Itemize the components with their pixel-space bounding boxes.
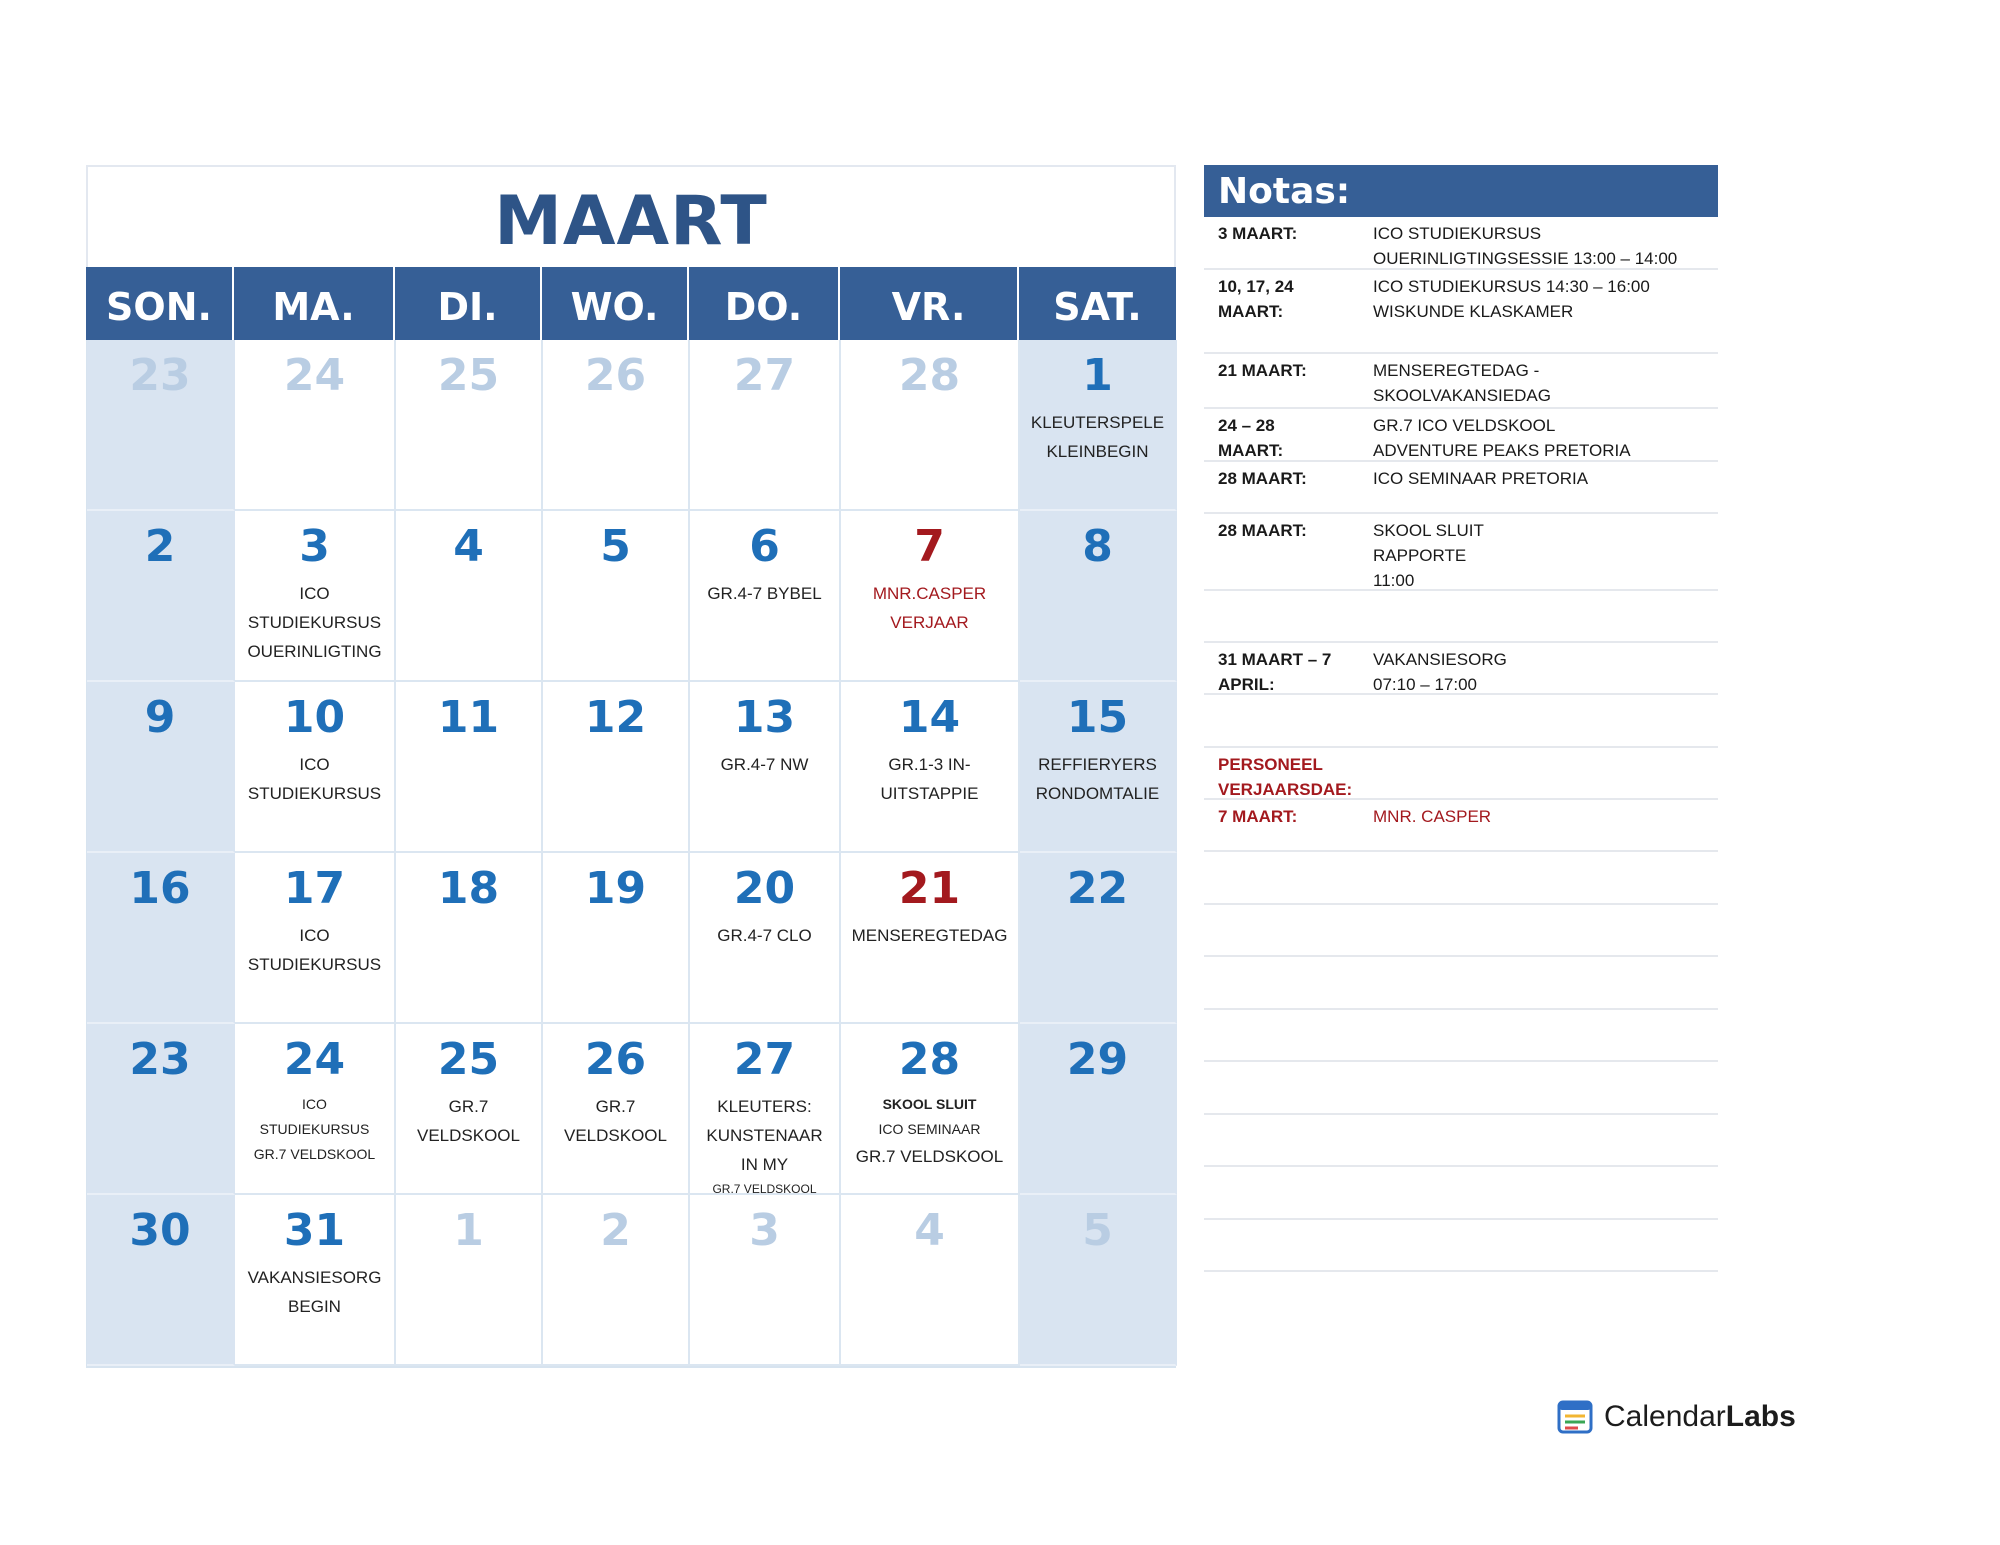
note-row [1204, 591, 1718, 643]
note-date-line: VERJAARSDAE: [1218, 780, 1353, 799]
day-number: 23 [129, 1034, 191, 1085]
note-text-line: WISKUNDE KLASKAMER [1373, 302, 1574, 321]
note-date-line: 28 MAART: [1218, 521, 1307, 540]
day-number: 1 [453, 1205, 484, 1256]
calendar-icon [1556, 1398, 1596, 1436]
day-number: 28 [898, 1034, 961, 1085]
day-cell [543, 1024, 690, 1195]
day-number: 15 [1066, 692, 1129, 743]
day-number: 25 [437, 350, 500, 401]
notes-panel [1204, 165, 1718, 1272]
event-line: IN MY [740, 1155, 789, 1174]
event-line: GR.4-7 CLO [717, 926, 812, 945]
notes-list [1204, 217, 1718, 1272]
note-date [1218, 647, 1373, 697]
note-text [1373, 221, 1718, 271]
event-line: ICO [299, 755, 330, 774]
day-number: 4 [914, 1205, 945, 1256]
note-row [1204, 1220, 1718, 1272]
weekday-header-row [86, 267, 1176, 340]
weekday-header: DI. [395, 267, 542, 340]
note-text-line: ICO STUDIEKURSUS 14:30 – 16:00 [1373, 277, 1650, 296]
note-date [1218, 413, 1373, 463]
note-date [1218, 752, 1373, 802]
day-number: 13 [733, 692, 796, 743]
note-date [1218, 909, 1373, 955]
day-events [543, 1088, 688, 1150]
note-text [1373, 961, 1718, 1008]
day-number: 22 [1066, 863, 1129, 914]
event-line: RONDOMTALIE [1035, 784, 1160, 803]
day-cell [690, 511, 841, 682]
note-text [1373, 274, 1718, 352]
weekday-header: SAT. [1053, 284, 1142, 329]
note-text-line: SKOOLVAKANSIEDAG [1373, 386, 1551, 405]
day-number: 1 [1082, 350, 1113, 401]
day-cell [1020, 511, 1177, 682]
weekday-header: SON. [86, 267, 234, 340]
day-cell [1020, 340, 1177, 511]
day-number: 24 [283, 350, 346, 401]
day-number: 4 [453, 521, 484, 572]
weekday-header: WO. [542, 267, 689, 340]
month-title: MAART [494, 181, 768, 261]
day-events [690, 746, 839, 779]
day-number: 24 [283, 1034, 346, 1085]
day-cell [690, 1024, 841, 1195]
event-line: VAKANSIESORG [247, 1268, 382, 1287]
note-text-line: OUERINLIGTINGSESSIE 13:00 – 14:00 [1373, 249, 1678, 268]
note-date-line: 28 MAART: [1218, 469, 1307, 488]
event-line: BEGIN [288, 1297, 341, 1316]
weekday-header: DO. [689, 267, 840, 340]
day-events [1020, 746, 1175, 808]
day-cell [543, 340, 690, 511]
event-line: KLEUTERS: [717, 1097, 812, 1116]
note-row [1204, 1115, 1718, 1167]
calendarlabs-logo [1556, 1398, 1796, 1436]
day-cell [841, 511, 1020, 682]
event-line: GR.7 [448, 1097, 489, 1116]
day-number: 18 [437, 863, 500, 914]
note-date-line: 21 MAART: [1218, 361, 1307, 380]
day-number: 2 [600, 1205, 631, 1256]
note-row [1204, 409, 1718, 462]
event-line: ICO [302, 1096, 327, 1112]
event-line: GR.1-3 IN- [888, 755, 971, 774]
note-row [1204, 270, 1718, 354]
event-line: GR.4-7 NW [720, 755, 809, 774]
day-cell [235, 340, 396, 511]
day-cell [396, 1024, 543, 1195]
day-events [235, 575, 394, 666]
event-line: KLEINBEGIN [1046, 442, 1149, 461]
note-date-line: APRIL: [1218, 675, 1275, 694]
note-date [1218, 221, 1373, 271]
note-text-line: RAPPORTE [1373, 546, 1467, 565]
note-text-line: 07:10 – 17:00 [1373, 675, 1477, 694]
note-text [1373, 647, 1718, 697]
day-cell [543, 1195, 690, 1366]
note-text [1373, 804, 1718, 850]
note-text-line: ICO SEMINAAR PRETORIA [1373, 469, 1589, 488]
note-date-line: 3 MAART: [1218, 224, 1298, 243]
day-events [841, 917, 1018, 950]
note-date-line: 31 MAART – 7 [1218, 650, 1332, 669]
event-line: ICO [299, 584, 330, 603]
note-date-line: 24 – 28 [1218, 416, 1275, 435]
note-text-line: VAKANSIESORG [1373, 650, 1507, 669]
month-header [86, 165, 1176, 267]
note-row [1204, 354, 1718, 409]
day-cell [396, 340, 543, 511]
day-number: 5 [1082, 1205, 1113, 1256]
note-row [1204, 514, 1718, 591]
day-cell [87, 1024, 235, 1195]
note-date [1218, 358, 1373, 408]
day-events [235, 917, 394, 979]
note-date [1218, 1014, 1373, 1060]
note-text [1373, 752, 1718, 802]
day-cell [841, 1024, 1020, 1195]
note-date-line: 7 MAART: [1218, 807, 1298, 826]
note-text [1373, 909, 1718, 955]
note-row [1204, 695, 1718, 748]
note-row [1204, 852, 1718, 905]
day-events [235, 1088, 394, 1167]
day-cell [841, 340, 1020, 511]
event-line: ICO SEMINAAR [878, 1121, 981, 1137]
event-line: UITSTAPPIE [880, 784, 979, 803]
day-cell [235, 1195, 396, 1366]
day-number: 3 [749, 1205, 780, 1256]
note-text [1373, 413, 1718, 463]
day-number: 11 [437, 692, 500, 743]
day-cell [235, 1024, 396, 1195]
note-date [1218, 1224, 1373, 1270]
day-number: 19 [584, 863, 647, 914]
event-line: SKOOL SLUIT [882, 1096, 977, 1112]
note-row [1204, 217, 1718, 270]
event-line: KUNSTENAAR [706, 1126, 823, 1145]
event-line: OUERINLIGTING [247, 642, 382, 661]
note-row [1204, 905, 1718, 957]
event-line: GR.7 [595, 1097, 636, 1116]
day-number: 12 [584, 692, 647, 743]
note-row [1204, 748, 1718, 800]
day-cell [87, 511, 235, 682]
note-text [1373, 518, 1718, 593]
day-number: 8 [1082, 521, 1113, 572]
day-number: 21 [898, 863, 961, 914]
event-line: MNR.CASPER [872, 584, 987, 603]
day-number: 14 [898, 692, 961, 743]
day-cell [841, 1195, 1020, 1366]
day-number: 30 [129, 1205, 191, 1256]
day-events [1020, 404, 1175, 466]
day-cell [396, 853, 543, 1024]
note-text [1373, 358, 1718, 408]
day-number: 9 [144, 692, 176, 743]
day-events [690, 917, 839, 950]
event-line-small: GR.7 VELDSKOOL [712, 1182, 817, 1195]
note-date [1218, 518, 1373, 593]
note-date [1218, 466, 1373, 512]
day-grid [86, 340, 1176, 1368]
day-cell [543, 511, 690, 682]
day-cell [841, 682, 1020, 853]
note-row [1204, 800, 1718, 852]
day-cell [87, 853, 235, 1024]
day-events [690, 575, 839, 608]
day-cell [235, 511, 396, 682]
note-date-line: PERSONEEL [1218, 755, 1323, 774]
day-cell [396, 1195, 543, 1366]
day-cell [543, 853, 690, 1024]
day-cell [396, 511, 543, 682]
note-text [1373, 699, 1718, 746]
event-line: GR.4-7 BYBEL [707, 584, 822, 603]
event-line: ICO [299, 926, 330, 945]
day-cell [87, 682, 235, 853]
day-cell [87, 1195, 235, 1366]
day-number: 31 [283, 1205, 346, 1256]
note-date [1218, 595, 1373, 641]
day-events [841, 746, 1018, 808]
note-text-line: 11:00 [1373, 571, 1415, 590]
weekday-header: MA. [234, 267, 395, 340]
note-text-line: MENSEREGTEDAG - [1373, 361, 1540, 380]
note-text-line: MNR. CASPER [1373, 807, 1492, 826]
day-number: 26 [584, 350, 647, 401]
note-row [1204, 643, 1718, 695]
note-date [1218, 961, 1373, 1008]
logo-text-bold: Labs [1725, 1400, 1796, 1433]
day-number: 3 [299, 521, 330, 572]
note-date [1218, 804, 1373, 850]
logo-text [1604, 1400, 1796, 1434]
note-row [1204, 1010, 1718, 1062]
note-date [1218, 274, 1373, 352]
note-text [1373, 1119, 1718, 1165]
day-cell [1020, 1024, 1177, 1195]
note-text-line: ICO STUDIEKURSUS [1373, 224, 1542, 243]
day-number: 26 [584, 1034, 647, 1085]
day-cell [235, 853, 396, 1024]
note-date-line: 10, 17, 24 [1218, 277, 1294, 296]
day-number: 10 [283, 692, 346, 743]
note-date [1218, 1066, 1373, 1113]
note-text-line: SKOOL SLUIT [1373, 521, 1484, 540]
note-text-line: ADVENTURE PEAKS PRETORIA [1373, 441, 1631, 460]
note-row [1204, 1062, 1718, 1115]
day-number: 28 [898, 350, 961, 401]
note-text [1373, 1171, 1718, 1218]
day-number: 5 [600, 521, 631, 572]
event-line: STUDIEKURSUS [247, 955, 382, 974]
note-text [1373, 1014, 1718, 1060]
note-text [1373, 595, 1718, 641]
day-number: 16 [129, 863, 191, 914]
day-cell [690, 853, 841, 1024]
day-number: 27 [733, 1034, 796, 1085]
event-line: STUDIEKURSUS [247, 613, 382, 632]
note-row [1204, 1167, 1718, 1220]
event-line: REFFIERYERS [1038, 755, 1157, 774]
note-row [1204, 462, 1718, 514]
day-events [841, 575, 1018, 637]
event-line: KLEUTERSPELE [1030, 413, 1165, 432]
event-line: STUDIEKURSUS [259, 1121, 370, 1137]
note-text [1373, 1066, 1718, 1113]
note-text [1373, 1224, 1718, 1270]
day-cell [690, 682, 841, 853]
day-number: 7 [914, 521, 945, 572]
event-line: VELDSKOOL [417, 1126, 520, 1145]
note-text [1373, 466, 1718, 512]
day-cell [690, 340, 841, 511]
note-date-line: MAART: [1218, 441, 1284, 460]
day-cell [841, 853, 1020, 1024]
day-number: 20 [733, 863, 796, 914]
day-number: 2 [144, 521, 176, 572]
day-number: 29 [1066, 1034, 1129, 1085]
note-date [1218, 856, 1373, 903]
event-line: GR.7 VELDSKOOL [253, 1146, 376, 1162]
notes-title: Notas: [1204, 165, 1718, 217]
note-row [1204, 957, 1718, 1010]
day-number: 17 [283, 863, 346, 914]
day-events [235, 1259, 394, 1321]
weekday-header: VR. [840, 267, 1019, 340]
day-cell [396, 682, 543, 853]
event-line: MENSEREGTEDAG [851, 926, 1008, 945]
day-cell [1020, 1195, 1177, 1366]
note-text-line: GR.7 ICO VELDSKOOL [1373, 416, 1556, 435]
event-line: GR.7 VELDSKOOL [855, 1147, 1004, 1166]
day-cell [690, 1195, 841, 1366]
event-line: STUDIEKURSUS [247, 784, 382, 803]
day-cell [1020, 853, 1177, 1024]
day-number: 6 [749, 521, 780, 572]
note-date [1218, 699, 1373, 746]
day-events [235, 746, 394, 808]
day-events [396, 1088, 541, 1150]
note-text [1373, 856, 1718, 903]
day-cell [1020, 682, 1177, 853]
day-number: 25 [437, 1034, 500, 1085]
day-cell [87, 340, 235, 511]
logo-text-regular: Calendar [1604, 1400, 1726, 1433]
event-line: VELDSKOOL [564, 1126, 667, 1145]
day-cell [235, 682, 396, 853]
note-date-line: MAART: [1218, 302, 1284, 321]
day-number: 23 [129, 350, 191, 401]
event-line: VERJAAR [890, 613, 969, 632]
day-number: 27 [733, 350, 796, 401]
note-date [1218, 1119, 1373, 1165]
day-events [841, 1088, 1018, 1171]
note-date [1218, 1171, 1373, 1218]
day-cell [543, 682, 690, 853]
day-events [690, 1088, 839, 1195]
calendar [86, 165, 1176, 1368]
